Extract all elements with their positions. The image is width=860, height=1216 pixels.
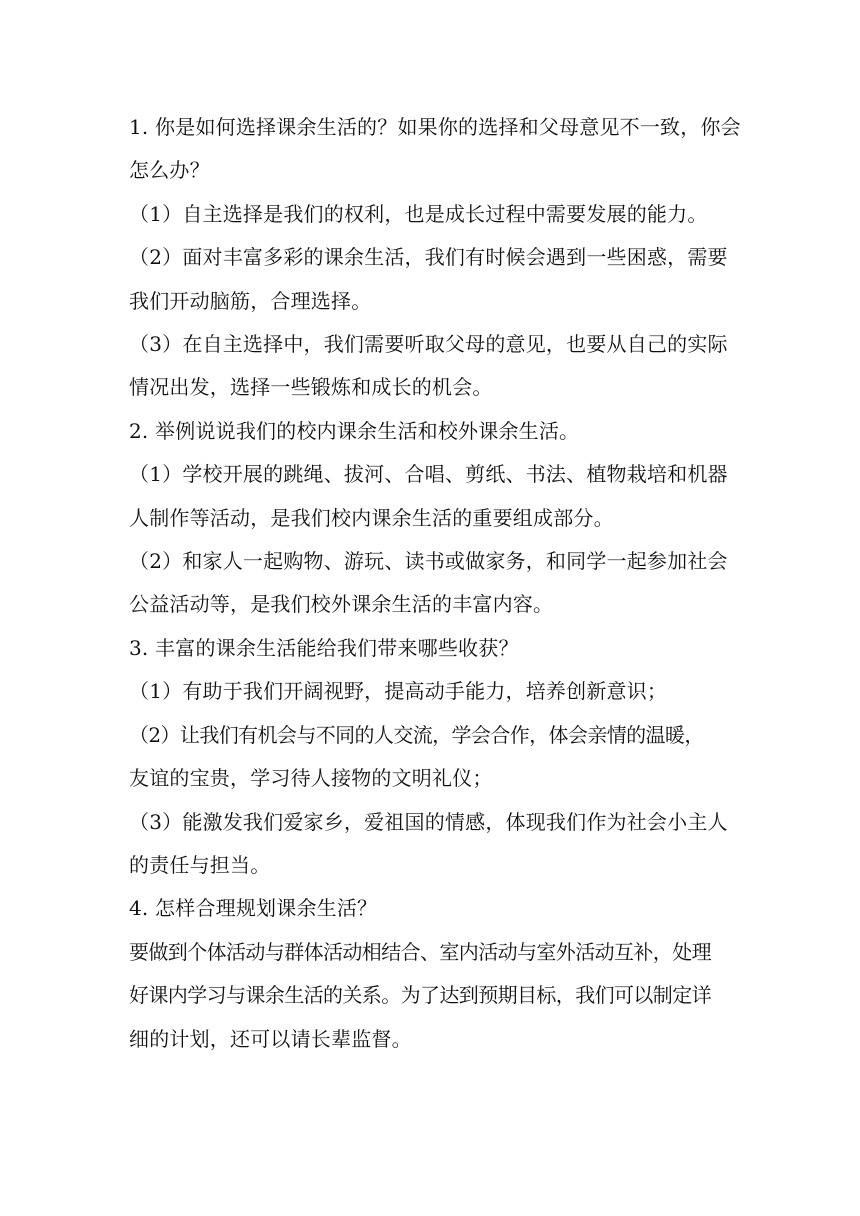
answer-1-1: （1）自主选择是我们的权利，也是成长过程中需要发展的能力。 — [129, 201, 708, 226]
answer-2-1-line-2: 人制作等活动，是我们校内课余生活的重要组成部分。 — [129, 505, 614, 530]
answer-1-3-line-1: （3）在自主选择中，我们需要听取父母的意见，也要从自己的实际 — [129, 332, 728, 357]
answer-4-line-2: 好课内学习与课余生活的关系。为了达到预期目标，我们可以制定详 — [129, 983, 711, 1008]
answer-3-3-line-2: 的责任与担当。 — [129, 852, 271, 877]
question-2: 2. 举例说说我们的校内课余生活和校外课余生活。 — [129, 418, 580, 443]
answer-4-line-1: 要做到个体活动与群体活动相结合、室内活动与室外活动互补，处理 — [129, 939, 711, 964]
answer-2-1-line-1: （1）学校开展的跳绳、拔河、合唱、剪纸、书法、植物栽培和机器 — [129, 462, 728, 487]
answer-3-2-line-2: 友谊的宝贵，学习待人接物的文明礼仪； — [129, 766, 493, 791]
answer-1-2-line-2: 我们开动脑筋，合理选择。 — [129, 288, 372, 313]
document-body — [129, 106, 741, 1061]
answer-4-line-3: 细的计划，还可以请长辈监督。 — [129, 1026, 412, 1051]
answer-3-3-line-1: （3）能激发我们爱家乡，爱祖国的情感，体现我们作为社会小主人 — [129, 809, 728, 834]
question-4: 4. 怎样合理规划课余生活？ — [129, 896, 378, 921]
answer-3-1: （1）有助于我们开阔视野，提高动手能力，培养创新意识； — [129, 679, 668, 704]
answer-1-2-line-1: （2）面对丰富多彩的课余生活，我们有时候会遇到一些困惑，需要 — [129, 245, 728, 270]
question-1-line-1: 1. 你是如何选择课余生活的？如果你的选择和父母意见不一致，你会 — [129, 115, 741, 139]
answer-3-2-line-1: （2）让我们有机会与不同的人交流，学会合作，体会亲情的温暖， — [129, 722, 704, 747]
answer-2-2-line-2: 公益活动等，是我们校外课余生活的丰富内容。 — [129, 592, 554, 617]
answer-2-2-line-1: （2）和家人一起购物、游玩、读书或做家务，和同学一起参加社会 — [129, 549, 728, 574]
question-1-line-2: 怎么办？ — [129, 158, 210, 183]
question-3: 3. 丰富的课余生活能给我们带来哪些收获？ — [129, 635, 519, 660]
answer-1-3-line-2: 情况出发，选择一些锻炼和成长的机会。 — [129, 375, 493, 400]
